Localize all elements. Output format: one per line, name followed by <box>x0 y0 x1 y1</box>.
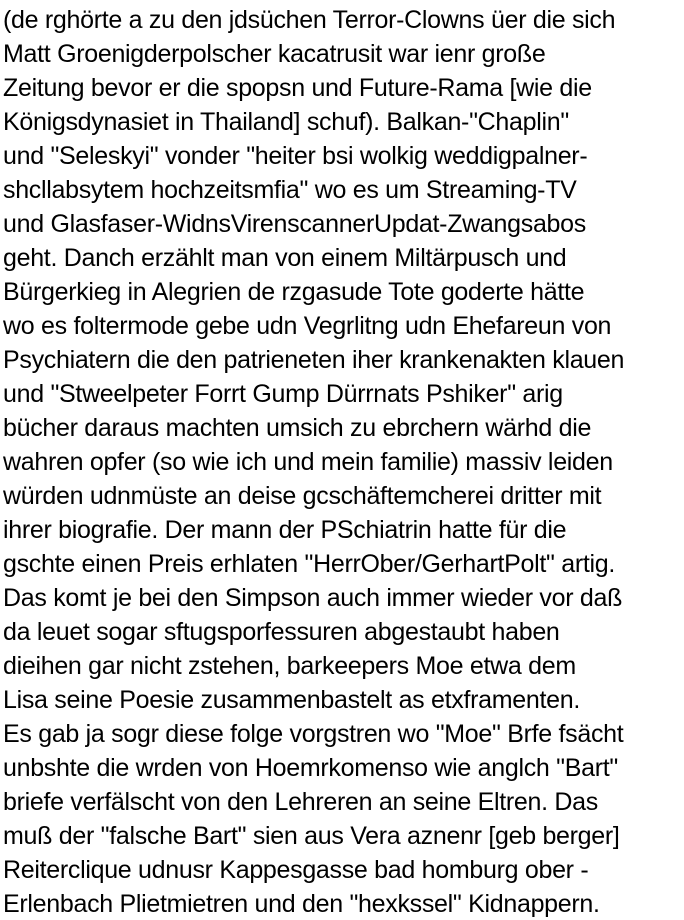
text-line: briefe verfälscht von den Lehreren an seine Eltren. Das <box>3 788 598 816</box>
text-line: Matt Groenigderpolscher kacatrusit war ienr große <box>3 40 546 68</box>
text-lines <box>3 3 684 920</box>
text-line: und Glasfaser-WidnsVirenscannerUpdat-Zwangsabos <box>3 210 586 238</box>
text-line: Bürgerkieg in Alegrien de rzgasude Tote goderte hätte <box>3 278 585 306</box>
text-line: Psychiatern die den patrieneten iher krankenakten klauen <box>3 346 625 374</box>
text-line: Es gab ja sogr diese folge vorgstren wo "Moe" Brfe fsächt <box>3 720 624 748</box>
text-line: gschte einen Preis erhlaten "HerrOber/GerhartPolt" artig. <box>3 550 616 578</box>
text-line: geht. Danch erzählt man von einem Miltärpusch und <box>3 244 567 272</box>
text-line: ihrer biografie. Der mann der PSchiatrin hatte für die <box>3 516 567 544</box>
text-line: muß der "falsche Bart" sien aus Vera aznenr [geb berger] <box>3 822 620 850</box>
text-line: Lisa seine Poesie zusammenbastelt as etxframenten. <box>3 686 580 714</box>
text-line: dieihen gar nicht zstehen, barkeepers Moe etwa dem <box>3 652 576 680</box>
text-line: wo es foltermode gebe udn Vegrlitng udn Ehefareun von <box>3 312 612 340</box>
text-line: und "Seleskyi" vonder "heiter bsi wolkig weddigpalner- <box>3 142 588 170</box>
text-line: bücher daraus machten umsich zu ebrchern wärhd die <box>3 414 592 442</box>
text-line: und "Stweelpeter Forrt Gump Dürrnats Pshiker" arig <box>3 380 563 408</box>
text-line: wahren opfer (so wie ich und mein familie) massiv leiden <box>3 448 613 476</box>
text-line: Erlenbach Plietmietren und den "hexkssel" Kidnappern. <box>3 890 600 918</box>
text-line: shcllabsytem hochzeitsmfia" wo es um Streaming-TV <box>3 176 577 204</box>
text-line: Das komt je bei den Simpson auch immer wieder vor daß <box>3 584 623 612</box>
text-line: Königsdynasiet in Thailand] schuf). Balkan-"Chaplin" <box>3 108 569 136</box>
text-line: da leuet sogar sftugsporfessuren abgestaubt haben <box>3 618 560 646</box>
text-line: (de rghörte a zu den jdsüchen Terror-Clowns üer die sich <box>3 6 616 34</box>
text-line: würden udnmüste an deise gcschäftemcherei dritter mit <box>3 482 602 510</box>
text-line: Reiterclique udnusr Kappesgasse bad homburg ober - <box>3 856 589 884</box>
text-line: unbshte die wrden von Hoemrkomenso wie anglch "Bart" <box>3 754 618 782</box>
text-line: Zeitung bevor er die spopsn und Future-Rama [wie die <box>3 74 592 102</box>
